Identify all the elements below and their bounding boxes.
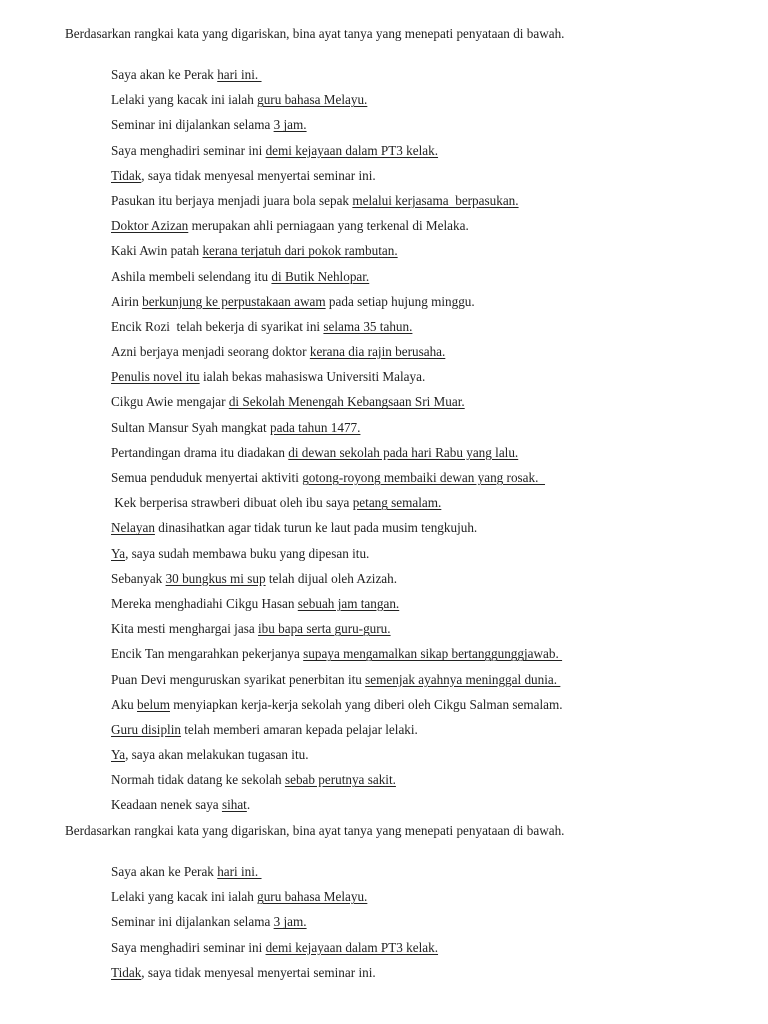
underlined-phrase: demi kejayaan dalam PT3 kelak. [265,939,439,955]
item-text-after: . [246,797,251,813]
item-text [111,940,438,956]
underlined-phrase: 3 jam. [273,914,307,930]
item-text-before: Pasukan itu berjaya menjadi juara bola sepak [111,192,353,208]
underlined-phrase: sihat [221,797,247,813]
item-text-after: , saya tidak menyesal menyertai seminar ini. [141,964,376,980]
item-text-after: , saya akan melakukan tugasan itu. [125,747,309,763]
underlined-phrase: guru bahasa Melayu. [257,889,368,905]
item-text-after: merupakan ahli perniagaan yang terkenal di Melaka. [188,218,469,234]
underlined-phrase: berkunjung ke perpustakaan awam [142,293,326,309]
item-text-before: Ashila membeli selendang itu [111,268,272,284]
underlined-phrase: guru bahasa Melayu. [257,92,368,108]
underlined-phrase: kerana terjatuh dari pokok rambutan. [202,243,398,259]
item-text [111,193,519,209]
underlined-phrase: pada tahun 1477. [269,419,361,435]
item-text-after: , saya tidak menyesal menyertai seminar ini. [141,167,376,183]
item-text-before: Puan Devi menguruskan syarikat penerbitan itu [111,671,366,687]
item-text-before: Kita mesti menghargai jasa [111,621,258,637]
underlined-phrase: Doktor Azizan [111,218,189,234]
item-text [111,218,469,234]
item-text [111,495,441,511]
item-text-before: Airin [111,293,143,309]
item-text-before: Pertandingan drama itu diadakan [111,444,289,460]
item-text-after: pada setiap hujung minggu. [325,293,475,309]
item-text-before: Semua penduduk menyertai aktiviti [111,470,303,485]
item-text [111,470,545,486]
item-text [111,571,397,587]
item-text [111,117,307,133]
underlined-phrase: Nelayan [111,520,155,536]
item-text [111,294,475,310]
item-text-before: Encik Tan mengarahkan pekerjanya [111,646,304,662]
item-text-before: Aku [111,696,138,712]
item-text [111,269,369,285]
item-text-before: Saya menghadiri seminar ini [111,142,266,158]
item-text-before: Seminar ini dijalankan selama [111,914,274,930]
item-text-before: Saya akan ke Perak [111,864,218,879]
underlined-phrase: kerana dia rajin berusaha. [309,344,446,360]
item-text [111,369,425,385]
item-text-before: Encik Rozi telah bekerja di syarikat ini [111,318,324,334]
underlined-phrase: demi kejayaan dalam PT3 kelak. [265,142,439,158]
instruction-text-repeat: Berdasarkan rangkai kata yang digariskan, bina ayat tanya yang menepati penyataan di bawah. [65,823,565,838]
item-text-before: Keadaan nenek saya [111,797,222,813]
item-text [111,672,560,688]
item-text-before: Saya akan ke Perak [111,67,218,82]
item-text [111,722,418,738]
item-text-after: dinasihatkan agar tidak turun ke laut pada musim tengkujuh. [154,520,478,536]
instruction-text: Berdasarkan rangkai kata yang digariskan, bina ayat tanya yang menepati penyataan di bawah. [65,26,565,41]
underlined-phrase: di Sekolah Menengah Kebangsaan Sri Muar. [228,394,465,410]
item-text [111,772,396,788]
item-text [111,168,376,184]
item-text [111,445,518,461]
underlined-phrase: Guru disiplin [111,721,181,737]
underlined-phrase: di Butik Nehlopar. [271,268,370,284]
underlined-phrase: Tidak [111,167,142,183]
item-text-after: telah memberi amaran kepada pelajar lelaki. [180,721,418,737]
item-text-before: Normah tidak datang ke sekolah [111,772,285,788]
item-text [111,889,367,905]
underlined-phrase: 30 bungkus mi sup [165,570,266,586]
underlined-phrase: di dewan sekolah pada hari Rabu yang lalu. [288,444,519,460]
item-text [111,697,563,713]
item-text-after: , saya sudah membawa buku yang dipesan itu. [125,545,370,561]
item-text [111,965,376,981]
item-text-before: Cikgu Awie mengajar [111,394,229,410]
item-text [111,797,250,813]
underlined-phrase: Tidak [111,964,142,980]
item-text-before: Sebanyak [111,570,166,586]
item-text [111,596,399,612]
underlined-phrase: ibu bapa serta guru-guru. [257,621,391,637]
underlined-phrase: hari ini. [217,67,262,82]
underlined-phrase: hari ini. [217,864,262,879]
underlined-phrase: 3 jam. [273,117,307,133]
item-text-before: Kaki Awin patah [111,243,203,259]
item-text-before: Mereka menghadiahi Cikgu Hasan [111,595,298,611]
item-text [111,621,391,637]
item-text [111,143,438,159]
item-text-before: Saya menghadiri seminar ini [111,939,266,955]
item-text [111,520,477,536]
item-text-after: ialah bekas mahasiswa Universiti Malaya. [199,369,426,385]
underlined-phrase: selama 35 tahun. [323,318,413,334]
item-text [111,546,369,562]
underlined-phrase: sebuah jam tangan. [297,595,400,611]
underlined-phrase: melalui kerjasama berpasukan. [352,192,519,208]
underlined-phrase: belum [137,696,170,712]
item-text [111,344,445,360]
item-text-before: Kek berperisa strawberi dibuat oleh ibu saya [111,495,353,511]
item-text [111,243,398,259]
item-text-before: Azni berjaya menjadi seorang doktor [111,344,310,360]
item-text-before: Sultan Mansur Syah mangkat [111,419,270,435]
item-text-after: telah dijual oleh Azizah. [265,570,398,586]
item-text-before: Lelaki yang kacak ini ialah [111,889,258,905]
item-text-before: Seminar ini dijalankan selama [111,117,274,133]
underlined-phrase: supaya mengamalkan sikap bertanggunggjawab. [303,646,563,662]
item-text [111,420,360,436]
item-text [111,67,262,83]
underlined-phrase: Penulis novel itu [111,369,200,385]
item-text [111,914,307,930]
item-text-after: menyiapkan kerja-kerja sekolah yang diberi oleh Cikgu Salman semalam. [169,696,563,712]
underlined-phrase: Ya [111,545,126,561]
underlined-phrase: gotong-royong membaiki dewan yang rosak. [302,470,546,485]
item-text [111,92,367,108]
underlined-phrase: semenjak ayahnya meninggal dunia. [365,671,561,687]
item-text [111,646,562,662]
underlined-phrase: sebab perutnya sakit. [284,772,396,788]
item-text [111,864,262,880]
underlined-phrase: Ya [111,747,126,763]
item-text [111,394,465,410]
item-text [111,319,412,335]
underlined-phrase: petang semalam. [352,495,442,511]
item-text-before: Lelaki yang kacak ini ialah [111,92,258,108]
item-text [111,747,309,763]
